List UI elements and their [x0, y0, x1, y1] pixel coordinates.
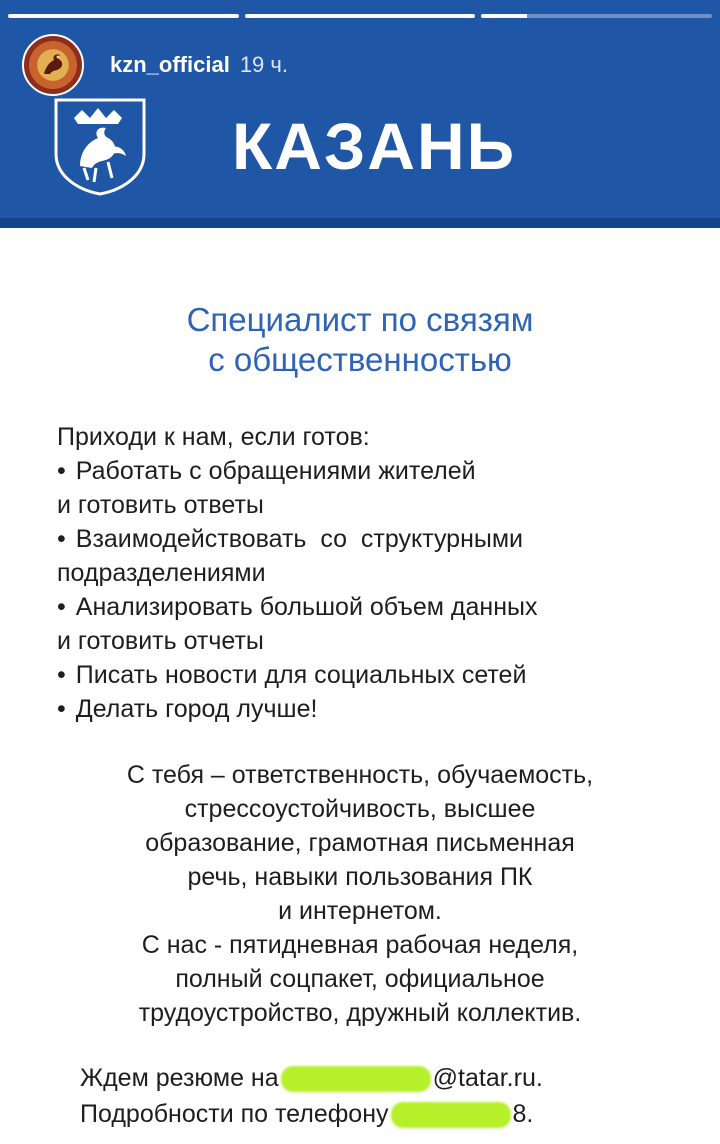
list-item-continuation: и готовить ответы — [57, 491, 264, 519]
contact-block — [80, 1060, 680, 1132]
dragon-icon — [36, 48, 70, 82]
vacancy-title-line: Специалист по связям — [186, 301, 534, 338]
story-header[interactable] — [22, 34, 288, 96]
progress-segment — [481, 14, 712, 18]
resume-line — [80, 1060, 680, 1096]
kazan-crest-icon — [50, 96, 150, 196]
offer-line: трудоустройство, дружный коллектив. — [138, 999, 582, 1027]
phone-suffix: 8. — [512, 1100, 534, 1128]
city-title: КАЗАНЬ — [232, 109, 517, 183]
post-time: 19 ч. — [239, 52, 288, 77]
progress-segment — [245, 14, 476, 18]
offer-line: полный соцпакет, официальное — [175, 965, 545, 993]
phone-line — [80, 1096, 680, 1132]
list-item: • Писать новости для социальных сетей — [57, 661, 527, 689]
requirements-block — [57, 420, 667, 726]
phone-prefix: Подробности по телефону — [80, 1100, 389, 1128]
offer-block — [0, 758, 720, 1030]
vacancy-title-line: с общественностью — [208, 341, 512, 378]
offer-line: С нас - пятидневная рабочая неделя, — [141, 931, 579, 959]
list-item-continuation: подразделениями — [57, 559, 266, 587]
redaction-mark — [391, 1102, 511, 1128]
list-item: • Взаимодействовать со структурными — [57, 525, 523, 553]
resume-prefix: Ждем резюме на — [80, 1064, 279, 1092]
list-item: • Анализировать большой объем данных — [57, 593, 538, 621]
offer-line: и интернетом. — [278, 897, 442, 925]
offer-line: речь, навыки пользования ПК — [187, 863, 533, 891]
list-item: • Делать город лучше! — [57, 695, 318, 723]
story-progress — [8, 14, 712, 18]
requirements-intro: Приходи к нам, если готов: — [57, 423, 370, 451]
list-item: • Работать с обращениями жителей — [57, 457, 476, 485]
email-domain: @tatar.ru. — [432, 1064, 543, 1092]
redaction-mark — [281, 1066, 431, 1092]
list-item-continuation: и готовить отчеты — [57, 627, 264, 655]
vacancy-title — [0, 300, 720, 380]
offer-line: С тебя – ответственность, обучаемость, — [126, 761, 594, 789]
account-name[interactable]: kzn_official — [110, 52, 230, 77]
offer-line: образование, грамотная письменная — [145, 829, 575, 857]
banner-edge — [0, 218, 720, 228]
progress-segment — [8, 14, 239, 18]
avatar[interactable] — [22, 34, 84, 96]
offer-line: стрессоустойчивость, высшее — [184, 795, 536, 823]
